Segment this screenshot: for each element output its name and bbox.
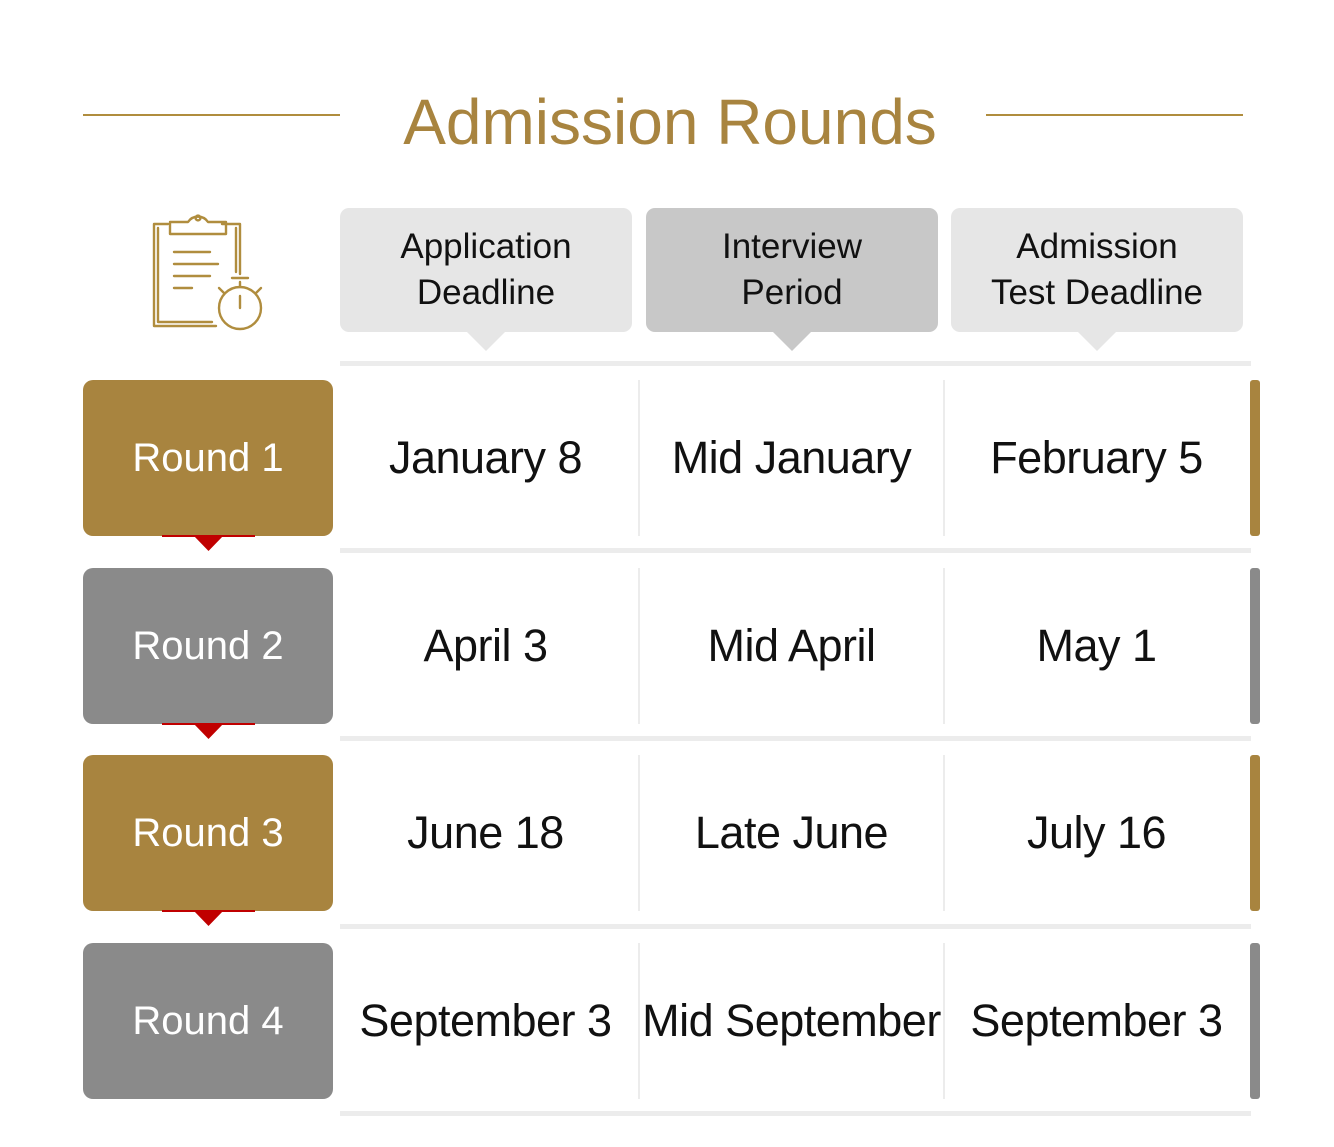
title-rule-right [986, 114, 1243, 116]
header-line: Admission [1016, 227, 1178, 266]
row-end-bar [1250, 943, 1260, 1099]
interview-period-cell: Late June [694, 807, 889, 858]
admission-test-deadline-cell: September 3 [970, 995, 1223, 1046]
row-separator [340, 736, 1251, 741]
row-end-bar [1250, 755, 1260, 911]
admission-test-deadline-cell: May 1 [1036, 620, 1157, 671]
round-label: Round 1 [83, 380, 333, 536]
header-line: Period [741, 273, 843, 312]
clipboard-stopwatch-icon [148, 208, 268, 334]
row-separator [340, 548, 1251, 553]
interview-period-cell: Mid January [671, 432, 912, 483]
title-rule-left [83, 114, 340, 116]
application-deadline-cell: September 3 [359, 995, 612, 1046]
header-line: Deadline [416, 273, 556, 312]
round-connector-arrow [162, 535, 255, 552]
header-line: Test Deadline [990, 273, 1204, 312]
application-deadline-cell: January 8 [388, 432, 583, 483]
round-connector-arrow [162, 723, 255, 740]
round-connector-arrow [162, 910, 255, 927]
round-label: Round 2 [83, 568, 333, 724]
header-interview-period [646, 208, 938, 332]
interview-period-cell: Mid April [707, 620, 876, 671]
row-end-bar [1250, 380, 1260, 536]
admission-test-deadline-cell: July 16 [1026, 807, 1167, 858]
interview-period-cell: Mid September [642, 995, 941, 1046]
header-admission-test-deadline [951, 208, 1243, 332]
application-deadline-cell: June 18 [407, 807, 564, 858]
round-label: Round 4 [83, 943, 333, 1099]
header-line: Application [400, 227, 572, 266]
page-title: Admission Rounds [403, 86, 937, 158]
header-line: Interview [721, 227, 863, 266]
row-separator [340, 361, 1251, 366]
row-end-bar [1250, 568, 1260, 724]
round-label: Round 3 [83, 755, 333, 911]
row-separator [340, 924, 1251, 929]
row-separator [340, 1111, 1251, 1116]
header-application-deadline [340, 208, 632, 332]
application-deadline-cell: April 3 [423, 620, 548, 671]
admission-test-deadline-cell: February 5 [990, 432, 1203, 483]
